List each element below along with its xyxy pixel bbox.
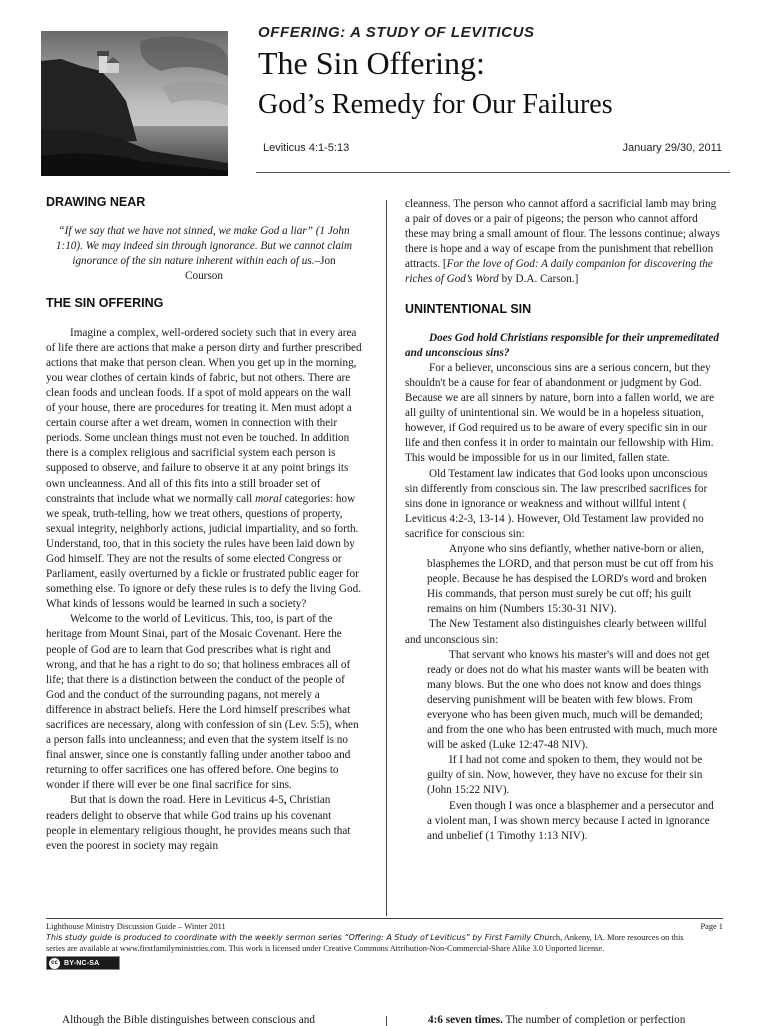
cc-icon: cc (49, 958, 60, 969)
lighthouse-photo (41, 31, 228, 176)
opening-quote (46, 224, 362, 284)
paragraph-believer: For a believer, unconscious sins are a serious concern, but they shouldn't be a cause for fear of abandonment or judgment by God. Because we are all sinners by nature, born into a fallen world, we are all guilty of unintentional sin. We would be in a hopeless situation, however, if God required us to be aware of every specific sin in our life and then confess it in order to maintain our fellowship with Him. This would be impossible for us in our limited, fallen state. (405, 361, 715, 465)
paragraph-society (46, 326, 362, 613)
footer-note (46, 932, 723, 943)
paragraph-leviticus-world: Welcome to the world of Leviticus. This, too, is part of the heritage from Mount Sinai, part of the Mosaic Covenant. Here the people of God are to learn that God prescribes what is right and wrong, and that he has a right to do so; that holiness embraces all of life; that there is a distinction between the conduct of the people of God and the conduct of the surrounding pagans, not merely a difference in abstract beliefs. Here the Lord himself prescribes what sacrifices are necessary, along with confession of sin (Lev. 5:5), when a person falls into uncleanness; and even that the system itself is no final answer, since one is constantly falling under another taboo and returning to offer sacrifices one has offered before. One begins to wonder if there will ever be one final sacrifice for sins. (46, 613, 359, 792)
footer-note-text: This study guide is produced to coordinate with the weekly sermon series “Offering: A Study of Leviticus” by First Family Chu (46, 933, 550, 942)
footer-note-text: rch, Ankeny, IA. More resources on this (549, 933, 684, 942)
quote-text: Anyone who sins defiantly, whether native-born or alien, blasphemes the LORD, and that person must be cut off from his people. Because he has despised the LORD's word and broken His commands, that person must surely be cut off; his guilt remains on him (Numbers 15:30-31 NIV). (427, 542, 714, 616)
book-citation: For the love of God: A daily companion for discovering the riches of God’s Word (405, 258, 713, 286)
paragraph-text: Imagine a complex, well-ordered society such that in every area of life there are actions that make a person dirty and further prescribed actions that make that person clean. When you get up in the morning, you wear clothes of certain kinds of fabric, but not others. There are clean foods and unclean foods. If a spot of mold appears on the wall of your house, there are procedures for treating it. Men must adopt a certain course after a wet dream, women in connection with their periods. Some unclean things must not even be touched. In addition there is a complex religious and sacrificial system each person is supposed to observe, and failure to observe it at any point brings its own uncleanness. And all of this fits into a still broader set of constraints that include what we normally call (46, 326, 362, 505)
quote-attribution: –Jon Courson (185, 255, 336, 283)
footer-guide-title: Lighthouse Ministry Discussion Guide – Winter 2011 (46, 922, 226, 931)
left-column (46, 195, 362, 854)
scripture-reference: Leviticus 4:1-5:13 (263, 142, 350, 154)
paragraph-text: But that is down the road. Here in Leviticus 4-5 (70, 794, 284, 807)
next-page-column-divider (386, 1016, 387, 1026)
footer-divider (46, 918, 723, 919)
footer-license: series are available at www.firstfamilyministries.com. This work is licensed under Creative Commons Attribution-Non-Commercial-Share Alike 3.0 Unported license. (46, 944, 605, 953)
scripture-quote-numbers (405, 542, 721, 617)
quote-john: If I had not come and spoken to them, they would not be guilty of sin. Now, however, they have no excuse for their sin (John 15:22 NIV). (427, 754, 703, 797)
right-column (405, 197, 721, 844)
bold-comma: , (283, 794, 287, 807)
paragraph-new-testament: The New Testament also distinguishes clearly between willful and unconscious sin: (405, 618, 707, 646)
fragment-text: The number of completion or perfection (502, 1014, 686, 1026)
paragraph-old-testament: Old Testament law indicates that God looks upon unconscious sin differently from conscious sin. The law prescribed sacrifices for sins done in ignorance or weakness and without willful intent ( Leviticus 4:2-3, 13-14 ). However, Old Testament law provided no sacrifice for conscious sin: (405, 467, 708, 540)
header-divider (256, 172, 730, 173)
license-label: BY-NC-SA (64, 959, 100, 967)
bold-reference: 4:6 seven times. (428, 1014, 503, 1026)
paragraph-text: categories: how we speak, truth-telling, how we treat others, questions of property, sexual integrity, neighborly actions, judicial impartiality, and so forth. Understand, too, that in this society the rules have been laid down by God himself. They are not the results of some elected Congress or Parliament, easily overturned by a fickle or frustrated public eager for something else. To ignore or defy these rules is to defy the living God. What kinds of lessons would be learned in such a society? (46, 492, 361, 611)
page-number: Page 1 (700, 922, 723, 931)
paragraph-down-the-road (46, 793, 362, 853)
series-title: OFFERING: A STUDY OF LEVITICUS (258, 24, 535, 41)
lesson-date: January 29/30, 2011 (622, 142, 722, 154)
page-footer (46, 921, 723, 954)
section-heading-unintentional-sin: UNINTENTIONAL SIN (405, 301, 532, 316)
scripture-quotes-nt (405, 648, 721, 844)
section-heading-drawing-near: DRAWING NEAR (46, 195, 146, 209)
section-heading-sin-offering: THE SIN OFFERING (46, 296, 164, 311)
discussion-question: Does God hold Christians responsible for their unpremeditated and unconscious sins? (405, 331, 719, 359)
paragraph-text: Christian readers delight to observe that while God trains up his covenant people in elementary religious thought, he provides means such that even the poorest in society may regain (46, 794, 351, 852)
next-page-left-fragment: Although the Bible distinguishes between conscious and (62, 1014, 315, 1026)
paragraph-text: cleanness. The person who cannot afford a sacrificial lamb may bring a pair of doves or a pair of pigeons; the person who cannot afford these may bring a small amount of flour. The lessons continue; always there is hope and a way of escape from the punishment that rebellion attracts. [ (405, 198, 720, 271)
quote-text: “If we say that we have not sinned, we make God a liar” (1 John 1:10). We may indeed sin through ignorance. But we cannot claim ignorance of the sin nature inherent within each of us. (55, 225, 353, 268)
quote-luke: That servant who knows his master's will and does not get ready or does not do what his master wants will be beaten with many blows. But the one who does not know and does things deserving punishment will be beaten with few blows. From everyone who has been given much, much will be demanded; and from the one who has been entrusted with much, much more will be asked (Luke 12:47-48 NIV). (427, 648, 718, 752)
next-page-right-fragment (428, 1014, 685, 1026)
creative-commons-badge[interactable] (46, 956, 120, 970)
quote-timothy: Even though I was once a blasphemer and a persecutor and a violent man, I was shown mercy because I acted in ignorance and unbelief (1 Timothy 1:13 NIV). (427, 799, 714, 842)
paragraph-continuation (405, 197, 721, 288)
emphasis-moral: moral (255, 492, 282, 505)
page-title: The Sin Offering: (258, 45, 485, 81)
column-divider (386, 200, 387, 916)
paragraph-text: by D.A. Carson.] (498, 273, 579, 286)
page-subtitle: God’s Remedy for Our Failures (258, 89, 613, 120)
